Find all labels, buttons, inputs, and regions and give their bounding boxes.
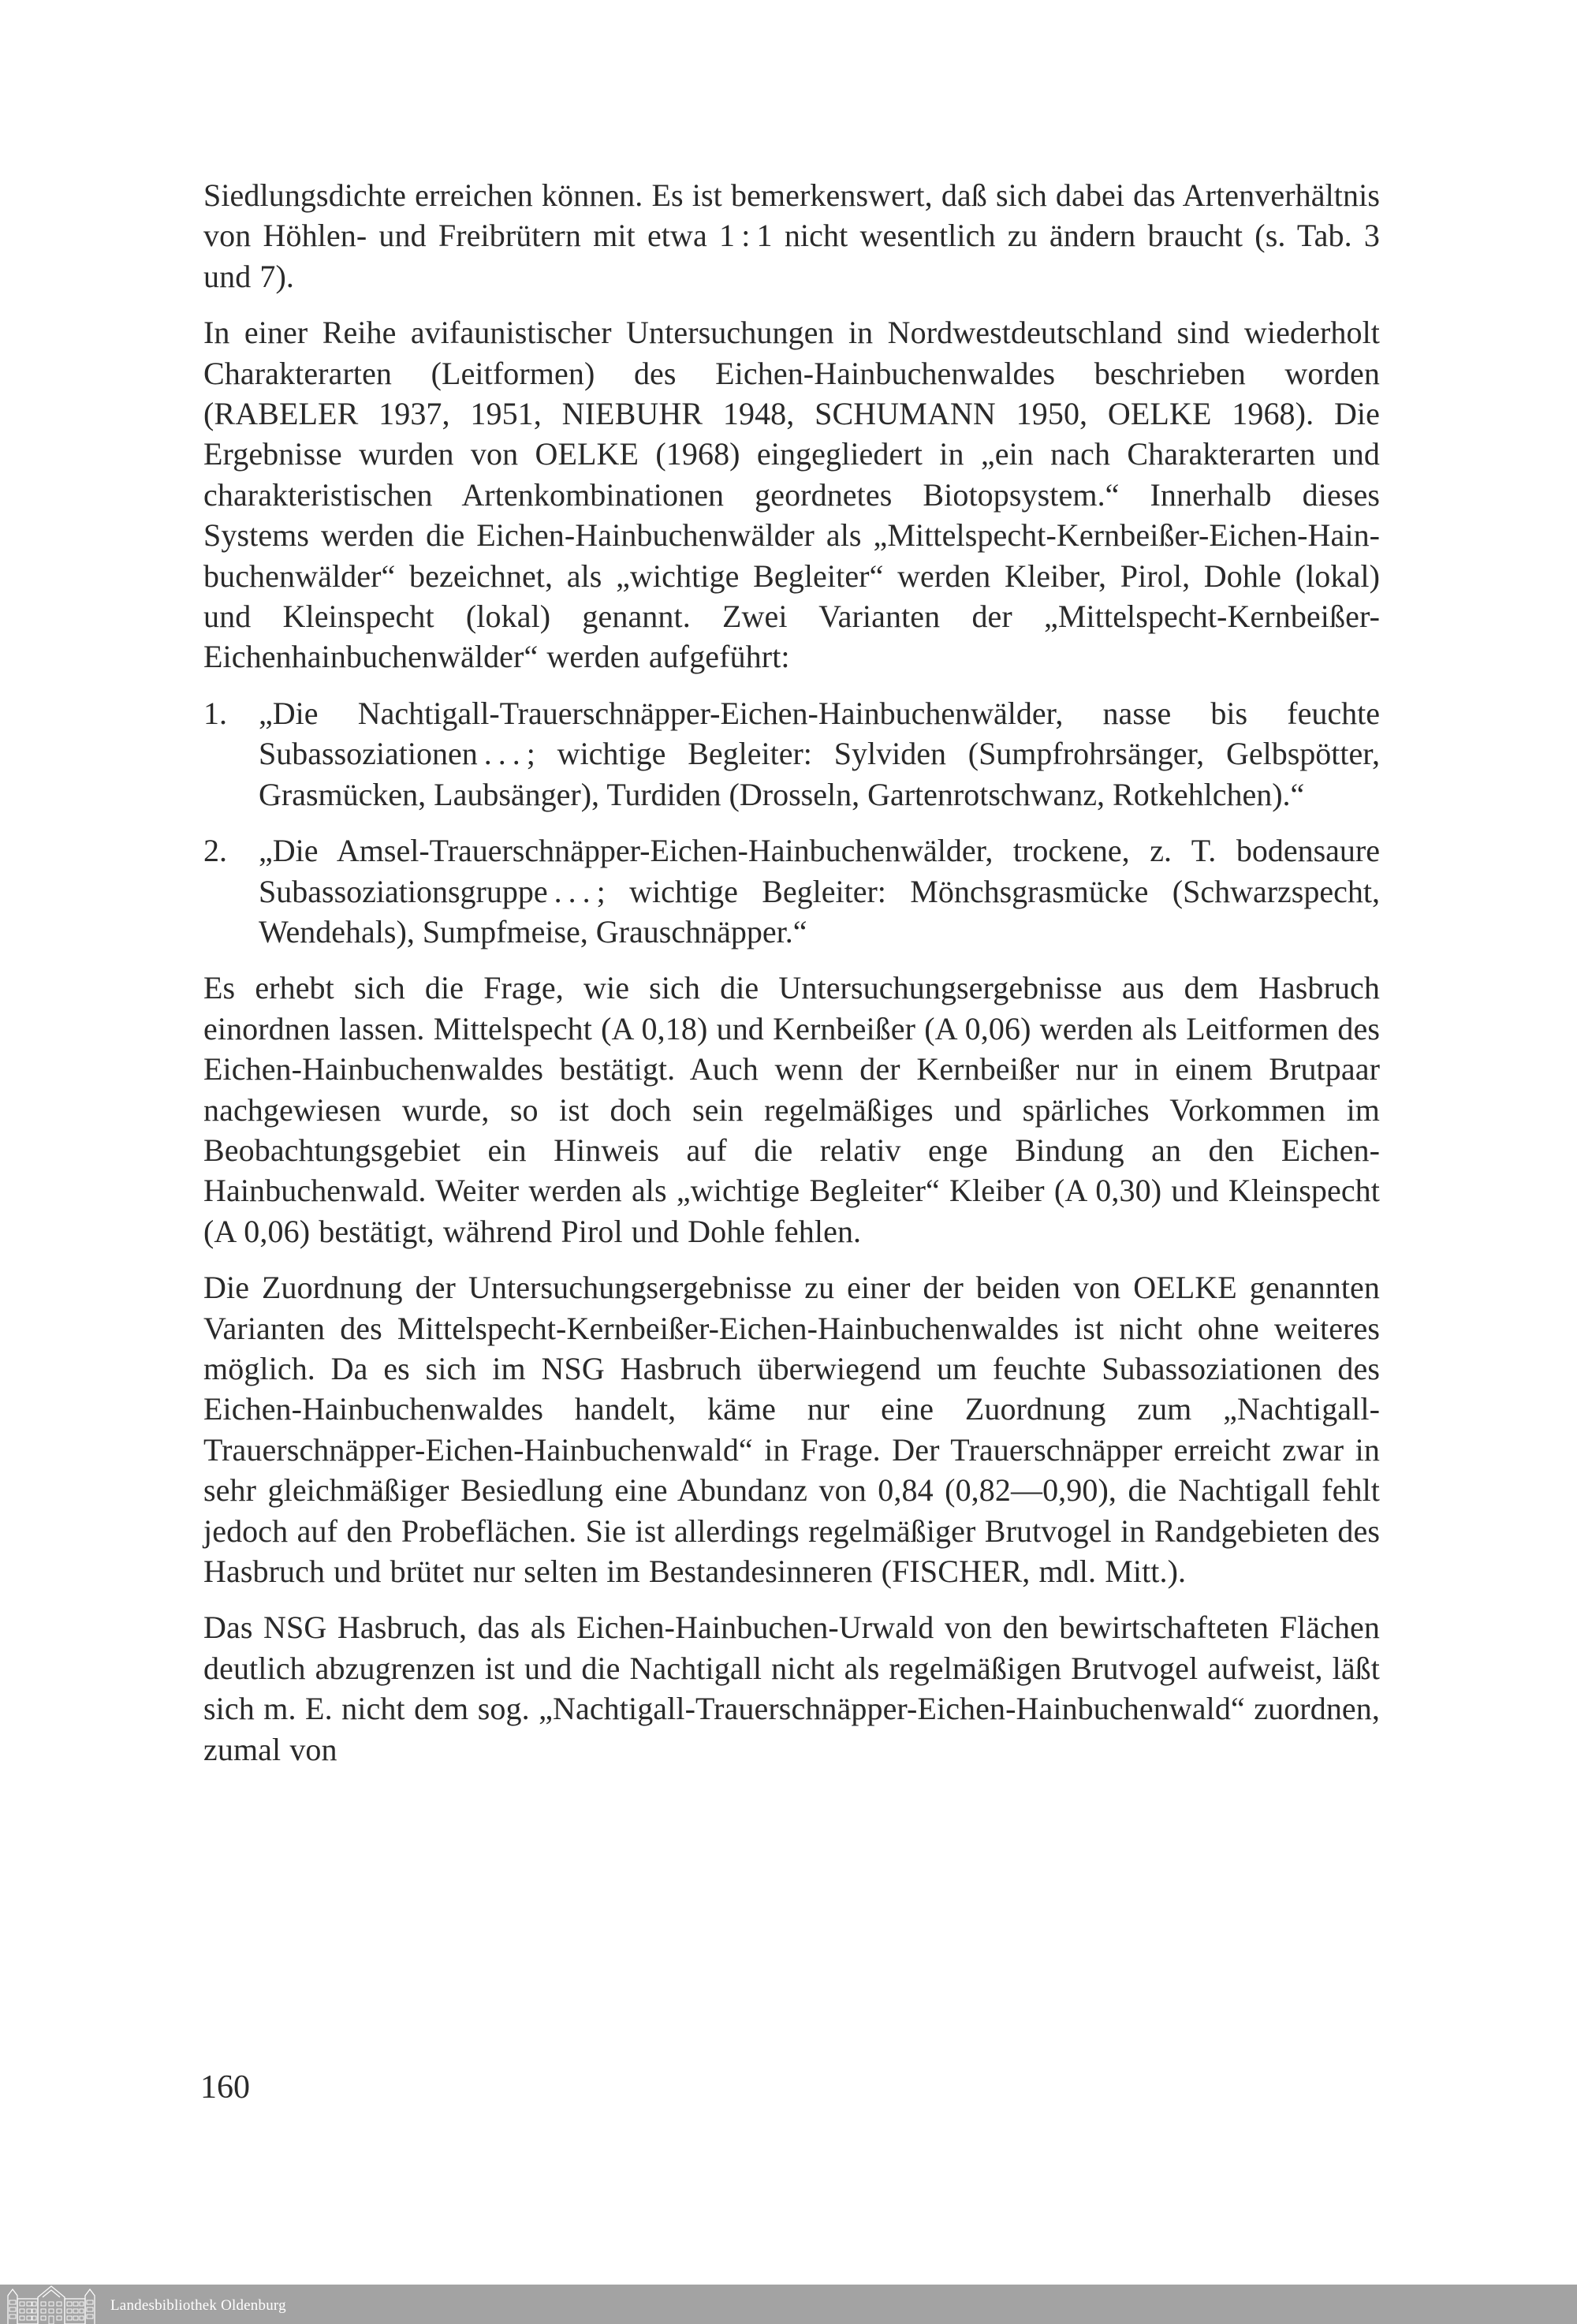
list-item	[203, 830, 1380, 952]
library-building-icon	[5, 2285, 98, 2324]
page-number: 160	[200, 2069, 250, 2106]
list-number: 2.	[203, 833, 227, 869]
paragraph: In einer Reihe avifaunistischer Untersuchungen in Nordwestdeutschland sind wiederholt Charakterarten (Leitformen) des Eichen-Hainbuchenwaldes beschrieben worden (RABELER 1937, 1951, NIEBUHR 1948, SCHUMANN 1950, OELKE 1968). Die Ergebnisse wurden von OELKE (1968) eingegliedert in „ein nach Charakterarten und charakteristischen Artenkombinationen geordnetes Biotopsystem.“ Innerhalb dieses Systems werden die Eichen-Hainbuchenwälder als „Mittelspecht-Kernbeißer-Eichen-Hainbuchenwälder“ bezeichnet, als „wichtige Begleiter“ werden Kleiber, Pirol, Dohle (lokal) und Kleinspecht (lokal) genannt. Zwei Varianten der „Mittelspecht-Kernbeißer-Eichenhainbuchenwälder“ werden aufgeführt:	[203, 315, 1380, 675]
paragraph: Das NSG Hasbruch, das als Eichen-Hainbuchen-Urwald von den bewirtschafteten Flächen deutlich abzugrenzen ist und die Nachtigall nicht als regelmäßigen Brutvogel aufweist, läßt sich m. E. nicht dem sog. „Nachtigall-Trauerschnäpper-Eichen-Hainbuchenwald“ zuordnen, zumal von	[203, 1610, 1380, 1767]
paragraph: Die Zuordnung der Untersuchungsergebnisse zu einer der beiden von OELKE genannten Varianten des Mittelspecht-Kernbeißer-Eichen-Hainbuchenwaldes ist nicht ohne weiteres möglich. Da es sich im NSG Hasbruch überwiegend um feuchte Subassoziationen des Eichen-Hainbuchenwaldes handelt, käme nur eine Zuordnung zum „Nachtigall-Trauerschnäpper-Eichen-Hainbuchenwald“ in Frage. Der Trauerschnäpper erreicht zwar in sehr gleichmäßiger Besiedlung eine Abundanz von 0,84 (0,82—0,90), die Nachtigall fehlt jedoch auf den Probeflächen. Sie ist allerdings regelmäßiger Brutvogel in Randgebieten des Hasbruch und brütet nur selten im Bestandesinneren (FISCHER, mdl. Mitt.).	[203, 1270, 1380, 1589]
variant-list	[203, 693, 1380, 952]
list-item	[203, 693, 1380, 815]
paragraph: Siedlungsdichte erreichen können. Es ist bemerkenswert, daß sich dabei das Artenverhältnis von Höhlen- und Freibrütern mit etwa 1 : 1 nicht wesentlich zu ändern braucht (s. Tab. 3 und 7).	[203, 177, 1380, 294]
document-page	[203, 175, 1380, 1785]
list-number: 1.	[203, 695, 227, 731]
paragraph: Es erhebt sich die Frage, wie sich die Untersuchungsergebnisse aus dem Hasbruch einordnen lassen. Mittelspecht (A 0,18) und Kernbeißer (A 0,06) werden als Leitformen des Eichen-Hainbuchenwaldes bestätigt. Auch wenn der Kernbeißer nur in einem Brutpaar nachgewiesen wurde, so ist doch sein regelmäßiges und spärliches Vorkommen im Beobachtungsgebiet ein Hinweis auf die relativ enge Bindung an den Eichen-Hainbuchenwald. Weiter werden als „wichtige Begleiter“ Kleiber (A 0,30) und Kleinspecht (A 0,06) bestätigt, während Pirol und Dohle fehlen.	[203, 970, 1380, 1249]
list-text: „Die Nachtigall-Trauerschnäpper-Eichen-Hainbuchenwälder, nasse bis feuchte Subassoziationen . . . ; wichtige Begleiter: Sylviden (Sumpfrohrsänger, Gelbspötter, Grasmücken, Laubsänger), Turdiden (Drosseln, Gartenrotschwanz, Rotkehlchen).“	[259, 695, 1380, 812]
list-text: „Die Amsel-Trauerschnäpper-Eichen-Hainbuchenwälder, trockene, z. T. bodensaure Subassoziationsgruppe . . . ; wichtige Begleiter: Mönchsgrasmücke (Schwarzspecht, Wendehals), Sumpfmeise, Grauschnäpper.“	[259, 833, 1380, 949]
library-footer-bar	[0, 2285, 1577, 2324]
library-name: Landesbibliothek Oldenburg	[110, 2297, 286, 2314]
